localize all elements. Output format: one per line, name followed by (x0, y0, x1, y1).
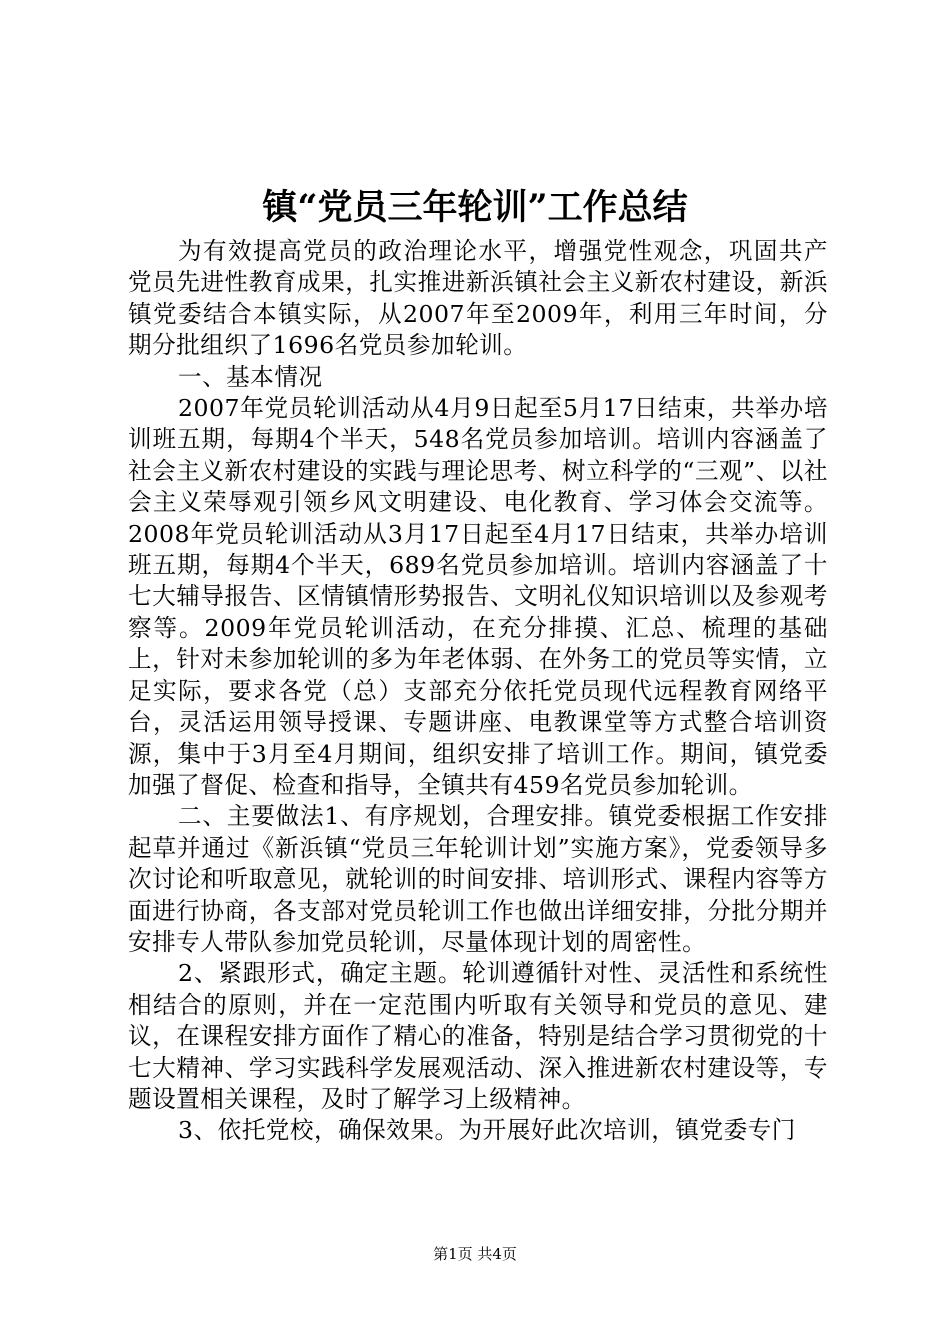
section-heading-basic: 一、基本情况 (178, 362, 323, 391)
document-title: 镇“党员三年轮训”工作总结 (262, 187, 688, 228)
document-body (128, 236, 828, 1147)
paragraph-practice-3: 3、依托党校，确保效果。为开展好此次培训，镇党委专门 (178, 1116, 796, 1145)
paragraph-main-practices: 二、主要做法1、有序规划，合理安排。镇党委根据工作安排起草并通过《新浜镇“党员三年轮训计划”实施方案》，党委领导多次讨论和听取意见，就轮训的时间安排、培训形式、课程内容等方面进行协商，各支部对党员轮训工作也做出详细安排，分批分期并安排专人带队参加党员轮训，尽量体现计划的周密性。 (128, 802, 828, 956)
page-number: 第1页 共4页 (433, 1245, 517, 1263)
paragraph-practice-2: 2、紧跟形式，确定主题。轮训遵循针对性、灵活性和系统性相结合的原则，并在一定范围内听取有关领导和党员的意见、建议，在课程安排方面作了精心的准备，特别是结合学习贯彻党的十七大精神、学习实践科学发展观活动、深入推进新农村建设等，专题设置相关课程，及时了解学习上级精神。 (128, 959, 828, 1113)
paragraph-intro: 为有效提高党员的政治理论水平，增强党性观念，巩固共产党员先进性教育成果，扎实推进新浜镇社会主义新农村建设，新浜镇党委结合本镇实际，从2007年至2009年，利用三年时间，分期分批组织了1696名党员参加轮训。 (128, 237, 828, 360)
paragraph-basic-situation: 2007年党员轮训活动从4月9日起至5月17日结束，共举办培训班五期，每期4个半天，548名党员参加培训。培训内容涵盖了社会主义新农村建设的实践与理论思考、树立科学的“三观”、以社会主义荣辱观引领乡风文明建设、电化教育、学习体会交流等。2008年党员轮训活动从3月17日起至4月17日结束，共举办培训班五期，每期4个半天，689名党员参加培训。培训内容涵盖了十七大辅导报告、区情镇情形势报告、文明礼仪知识培训以及参观考察等。2009年党员轮训活动，在充分排摸、汇总、梳理的基础上，针对未参加轮训的多为年老体弱、在外务工的党员等实情，立足实际，要求各党（总）支部充分依托党员现代远程教育网络平台，灵活运用领导授课、专题讲座、电教课堂等方式整合培训资源，集中于3月至4月期间，组织安排了培训工作。期间，镇党委加强了督促、检查和指导，全镇共有459名党员参加轮训。 (128, 394, 828, 799)
